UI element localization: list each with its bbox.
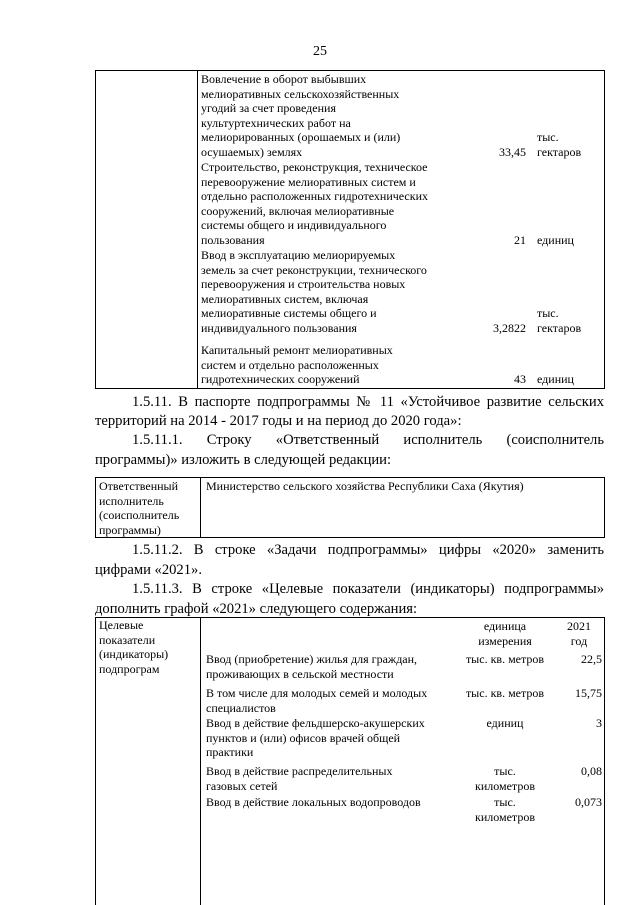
indicator-name: Ввод в действие локальных водопроводов bbox=[206, 795, 421, 809]
indicator-value: 0,073 bbox=[575, 795, 602, 809]
row-label: Ответственный исполнитель (соисполнитель программы) bbox=[99, 479, 180, 537]
indicator-unit: тыс. кв. метров bbox=[465, 652, 545, 666]
indicator-unit: единиц bbox=[537, 233, 574, 247]
indicator-value: 3 bbox=[596, 716, 602, 730]
indicator-name: Ввод в действие фельдшерско-акушерских пунктов и (или) офисов врачей общей практики bbox=[206, 716, 425, 760]
indicator-value: 0,08 bbox=[581, 764, 602, 778]
row-label: Целевые показатели (индикаторы) подпрограм bbox=[99, 618, 169, 676]
indicator-name: Вовлечение в оборот выбывших мелиоративных сельскохозяйственных угодий за счет проведения культуртехнических работ на мелиорированных (орошаемых и (или) осушаемых) землях bbox=[201, 72, 401, 159]
indicator-name: Строительство, реконструкция, техническое перевооружение мелиоративных систем и отдельно расположенных гидротехнических сооружений, включая мелиоративные системы общего и индивидуального пользования bbox=[201, 160, 428, 247]
indicator-name: Капитальный ремонт мелиоративных систем и отдельно расположенных гидротехнических сооружений bbox=[201, 343, 393, 387]
indicator-unit: единиц bbox=[486, 716, 524, 730]
header-year: 2021 год bbox=[567, 619, 591, 648]
indicator-unit: единиц bbox=[537, 372, 574, 386]
indicator-name: Ввод в эксплуатацию мелиорируемых земель за счет реконструкции, технического перевооружения и строительства новых мелиоративных систем, включая мелиоративные системы общего и индивидуального пользования bbox=[201, 248, 427, 335]
header-unit: единица измерения bbox=[478, 619, 532, 648]
indicator-name: В том числе для молодых семей и молодых специалистов bbox=[206, 686, 428, 715]
indicator-name: Ввод (приобретение) жилья для граждан, проживающих в сельской местности bbox=[206, 652, 418, 681]
indicator-unit: тыс. километров bbox=[475, 764, 535, 793]
indicator-unit: тыс. гектаров bbox=[537, 130, 582, 159]
row-value: Министерство сельского хозяйства Республики Саха (Якутия) bbox=[206, 479, 524, 493]
indicator-unit: тыс. гектаров bbox=[537, 306, 582, 335]
indicator-value: 33,45 bbox=[499, 145, 526, 159]
indicator-value: 15,75 bbox=[575, 686, 602, 700]
indicator-name: Ввод в действие распределительных газовых сетей bbox=[206, 764, 393, 793]
indicator-value: 21 bbox=[514, 233, 526, 247]
indicator-unit: тыс. километров bbox=[475, 795, 535, 824]
page-number: 25 bbox=[313, 44, 327, 59]
indicator-value: 43 bbox=[514, 372, 526, 386]
indicator-unit: тыс. кв. метров bbox=[465, 686, 545, 700]
indicator-value: 22,5 bbox=[581, 652, 602, 666]
indicator-value: 3,2822 bbox=[493, 321, 526, 335]
